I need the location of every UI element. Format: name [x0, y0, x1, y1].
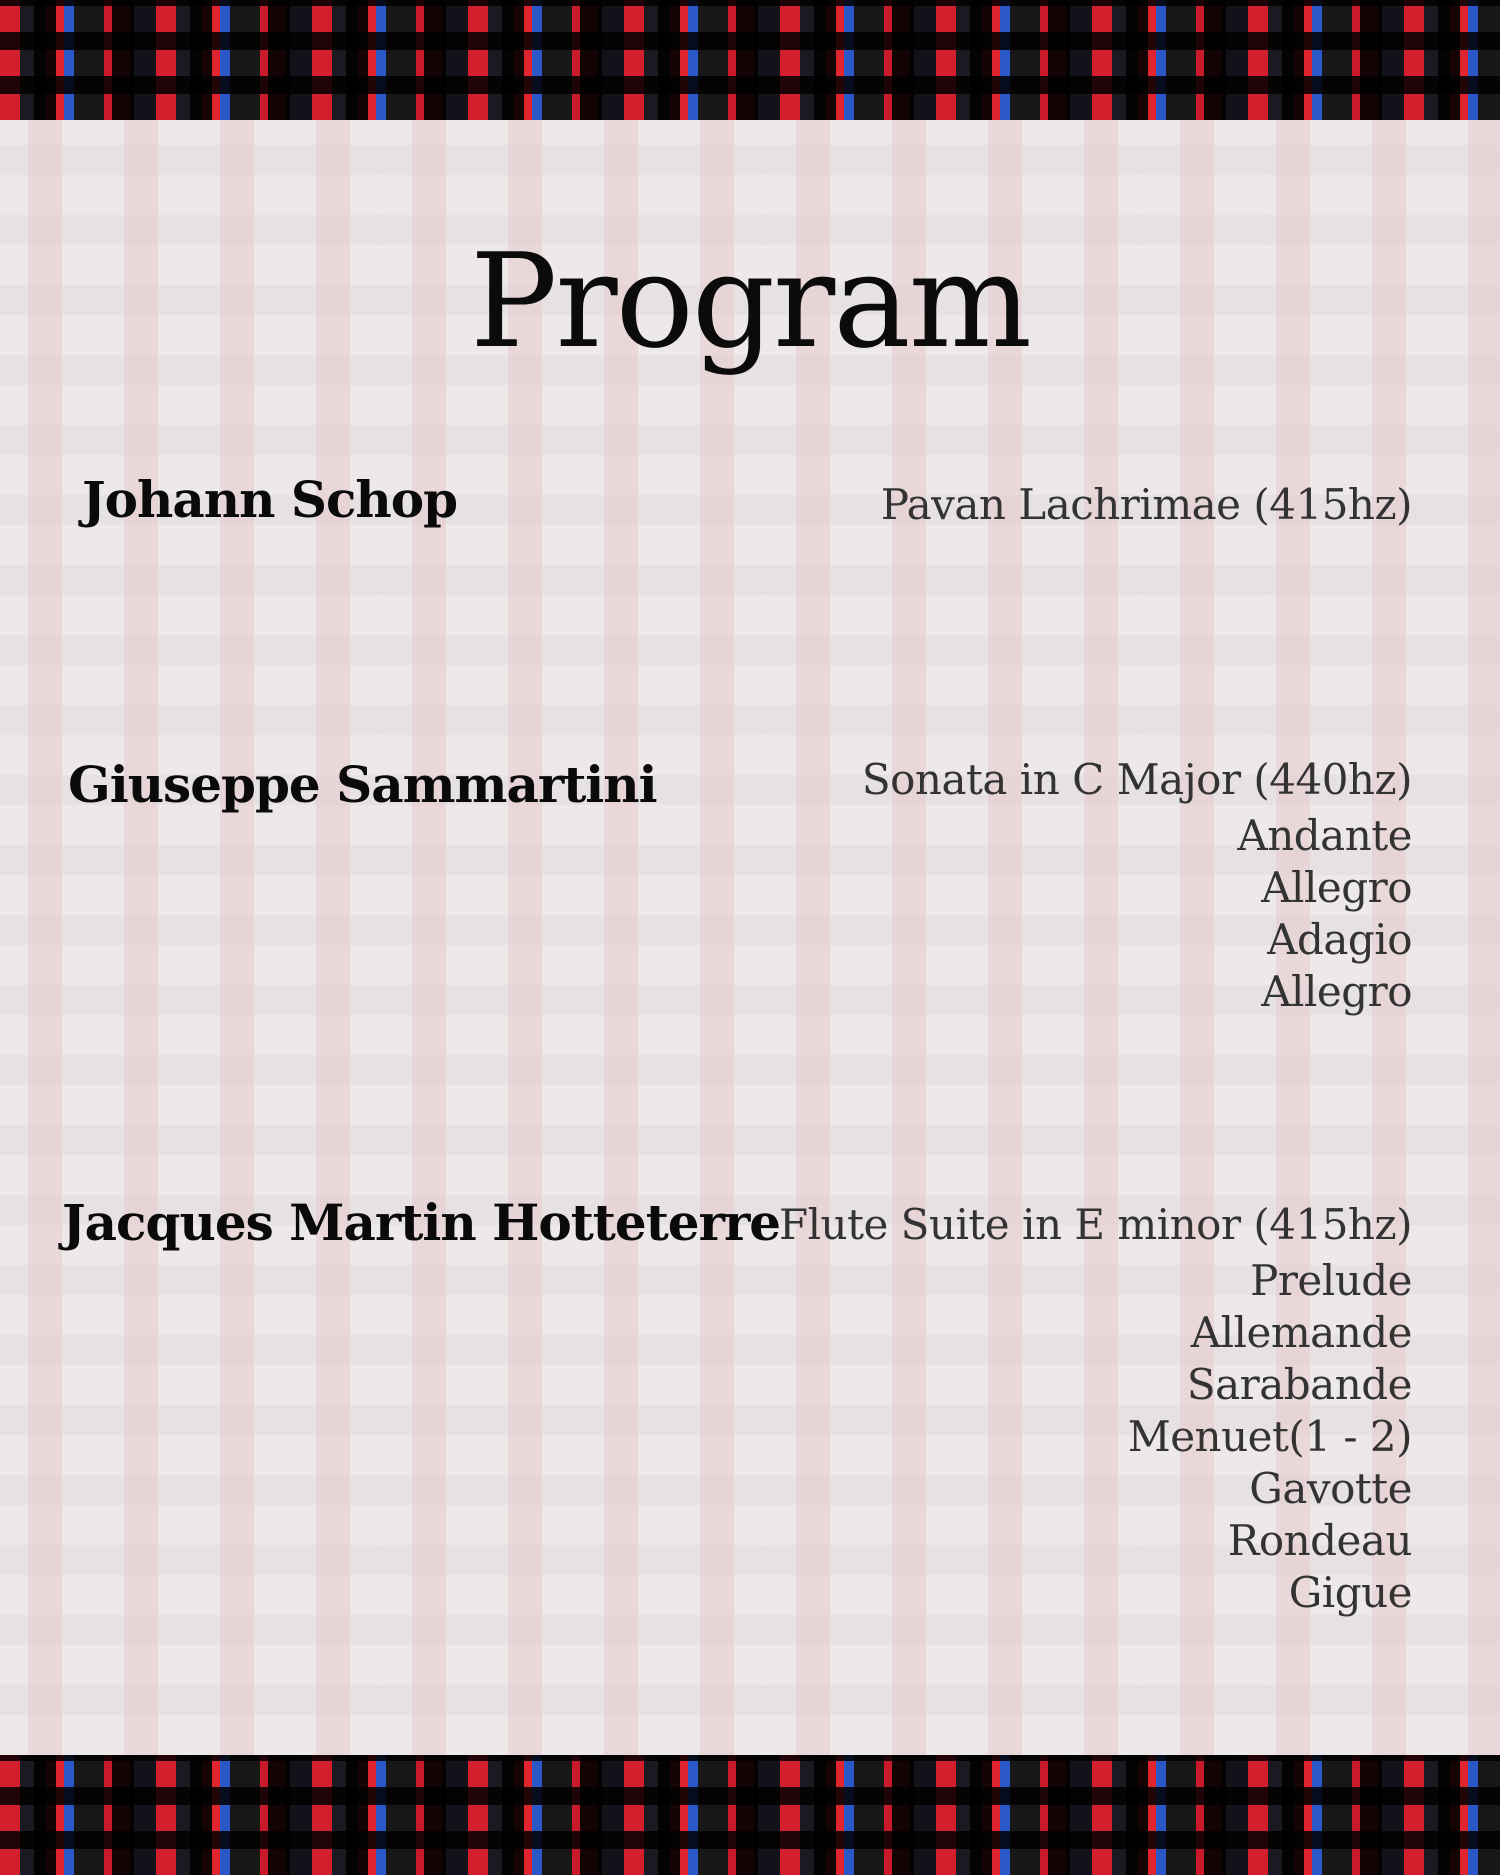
movement-item: Menuet(1 - 2) — [1127, 1412, 1412, 1461]
program-piece — [881, 475, 1412, 535]
movement-item: Gavotte — [1249, 1464, 1412, 1513]
program-piece — [862, 750, 1412, 1018]
movement-item: Andante — [1237, 811, 1412, 860]
movement-list — [779, 1255, 1412, 1619]
piece-title: Pavan Lachrimae (415hz) — [880, 480, 1412, 529]
woven-fabric-border-bottom — [0, 1755, 1500, 1875]
piece-title: Flute Suite in E minor (415hz) — [778, 1200, 1412, 1249]
program-panel — [0, 120, 1500, 1755]
movement-item: Rondeau — [1227, 1516, 1412, 1565]
composer-name: Giuseppe Sammartini — [68, 755, 657, 814]
movement-item: Gigue — [1288, 1568, 1412, 1617]
movement-item: Allegro — [1261, 863, 1412, 912]
movement-item: Sarabande — [1186, 1360, 1412, 1409]
movement-item: Adagio — [1267, 915, 1412, 964]
movement-item: Allemande — [1190, 1308, 1412, 1357]
movement-item: Prelude — [1250, 1256, 1412, 1305]
composer-name: Johann Schop — [82, 470, 458, 529]
movement-list — [862, 810, 1412, 1018]
page-title: Program — [469, 225, 1031, 377]
piece-title: Sonata in C Major (440hz) — [861, 755, 1412, 804]
movement-item: Allegro — [1261, 967, 1412, 1016]
program-piece — [779, 1195, 1412, 1619]
composer-name: Jacques Martin Hotteterre — [62, 1193, 781, 1252]
woven-fabric-border-top — [0, 0, 1500, 120]
